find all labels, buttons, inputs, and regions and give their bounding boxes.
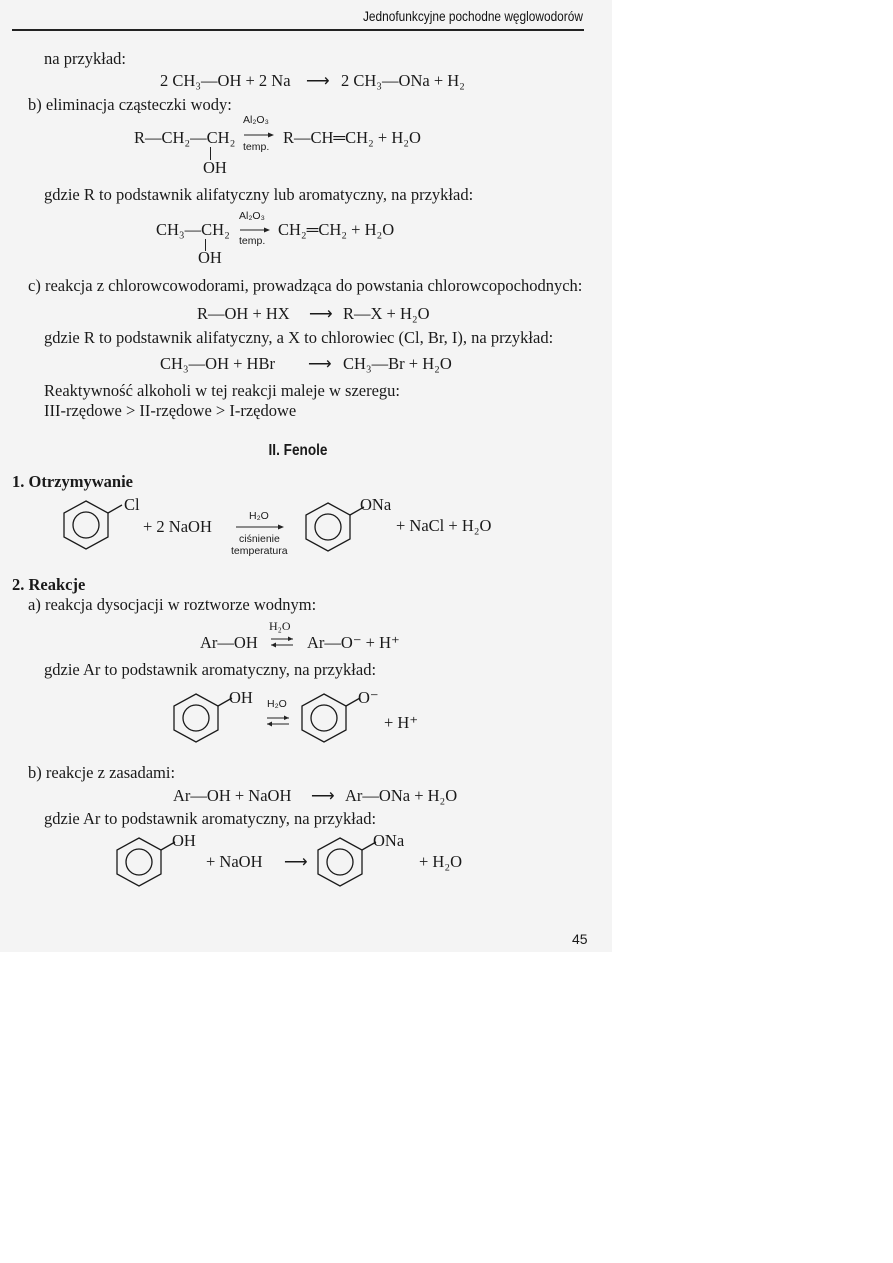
header-rule (12, 29, 584, 31)
eq-na-right: 2 CH₃—ONa + H₂ (341, 71, 465, 90)
elim-example-right: CH₂═CH₂ + H₂O (278, 220, 395, 239)
reactivity-line-2: III-rzędowe > II-rzędowe > I-rzędowe (44, 401, 297, 420)
base-general-right: Ar—ONa + H₂O (345, 786, 458, 805)
base-example-products: + H₂O (419, 852, 463, 871)
base-general-left: Ar—OH + NaOH (173, 786, 292, 805)
elim-general-left: R—CH₂—CH₂ (134, 128, 236, 147)
diss-example-above: H₂O (267, 698, 287, 710)
base-general-arrow: ⟶ (311, 786, 335, 805)
diss-general-right: Ar—O⁻ + H⁺ (307, 633, 400, 652)
synthesis-above-arrow: H₂O (249, 510, 269, 522)
s1-title: 1. Otrzymywanie (12, 472, 133, 491)
synthesis-substituent-right: ONa (360, 495, 392, 514)
hx-general-arrow: ⟶ (309, 304, 333, 323)
reaction-arrow (244, 131, 274, 139)
elim-general-catalyst: Al₂O₃ (243, 114, 269, 126)
diss-example-substituent-left: OH (229, 688, 253, 707)
synthesis-below-arrow-1: ciśnienie (239, 533, 280, 545)
equilibrium-arrow-icon (271, 636, 293, 648)
synthesis-products: + NaCl + H₂O (396, 516, 492, 535)
s2-title: 2. Reakcje (12, 575, 86, 594)
benzene-ring-icon (300, 692, 364, 746)
ar-note-2: gdzie Ar to podstawnik aromatyczny, na przykład: (44, 809, 377, 828)
eq-na-arrow: ⟶ (306, 71, 330, 90)
hx-general-right: R—X + H₂O (343, 304, 430, 323)
synthesis-substituent-left: Cl (124, 495, 140, 514)
page-number: 45 (572, 931, 588, 947)
a-dissociation-label: a) reakcja dysocjacji w roztworze wodnym: (28, 595, 317, 614)
base-example-substituent-left: OH (172, 831, 196, 850)
eq-na-left: 2 CH₃—OH + 2 Na (160, 71, 291, 90)
hx-example-right: CH₃—Br + H₂O (343, 354, 452, 373)
diss-example-substituent-right: O⁻ (358, 688, 379, 707)
base-example-reagent: + NaOH (206, 852, 263, 871)
synthesis-reagent: + 2 NaOH (143, 517, 212, 536)
b-bases-label: b) reakcje z zasadami: (28, 763, 176, 782)
hx-example-arrow: ⟶ (308, 354, 332, 373)
elim-general-right: R—CH═CH₂ + H₂O (283, 128, 421, 147)
base-example-substituent-right: ONa (373, 831, 405, 850)
ar-note-1: gdzie Ar to podstawnik aromatyczny, na przykład: (44, 660, 377, 679)
b-elimination-label: b) eliminacja cząsteczki wody: (28, 95, 232, 114)
section-title: II. Fenole (268, 442, 328, 459)
benzene-ring-icon (62, 499, 126, 553)
elim-example-condition: temp. (239, 235, 266, 247)
reactivity-line-1: Reaktywność alkoholi w tej reakcji maleje w szeregu: (44, 381, 400, 400)
benzene-ring-icon (172, 692, 236, 746)
diss-general-above: H₂O (269, 619, 291, 633)
reaction-arrow (236, 523, 284, 531)
diss-general-left: Ar—OH (200, 633, 258, 652)
elim-example-catalyst: Al₂O₃ (239, 210, 265, 222)
elim-general-condition: temp. (243, 141, 270, 153)
x-note: gdzie R to podstawnik alifatyczny, a X to chlorowiec (Cl, Br, I), na przykład: (44, 328, 554, 347)
base-example-arrow: ⟶ (284, 852, 308, 871)
hx-example-left: CH₃—OH + HBr (160, 354, 275, 373)
r-note: gdzie R to podstawnik alifatyczny lub aromatyczny, na przykład: (44, 185, 474, 204)
diss-example-products: + H⁺ (384, 713, 419, 732)
equilibrium-arrow-icon (267, 715, 289, 727)
benzene-ring-icon (115, 836, 179, 890)
example-intro: na przykład: (44, 49, 127, 68)
running-title: Jednofunkcyjne pochodne węglowodorów (363, 9, 583, 24)
reaction-arrow (240, 226, 270, 234)
synthesis-below-arrow-2: temperatura (231, 545, 288, 557)
elim-example-oh: OH (198, 248, 222, 267)
c-hx-label: c) reakcja z chlorowcowodorami, prowadząca do powstania chlorowcopochodnych: (28, 276, 583, 295)
elim-general-oh: OH (203, 158, 227, 177)
elim-example-left: CH₃—CH₂ (156, 220, 230, 239)
hx-general-left: R—OH + HX (197, 304, 290, 323)
